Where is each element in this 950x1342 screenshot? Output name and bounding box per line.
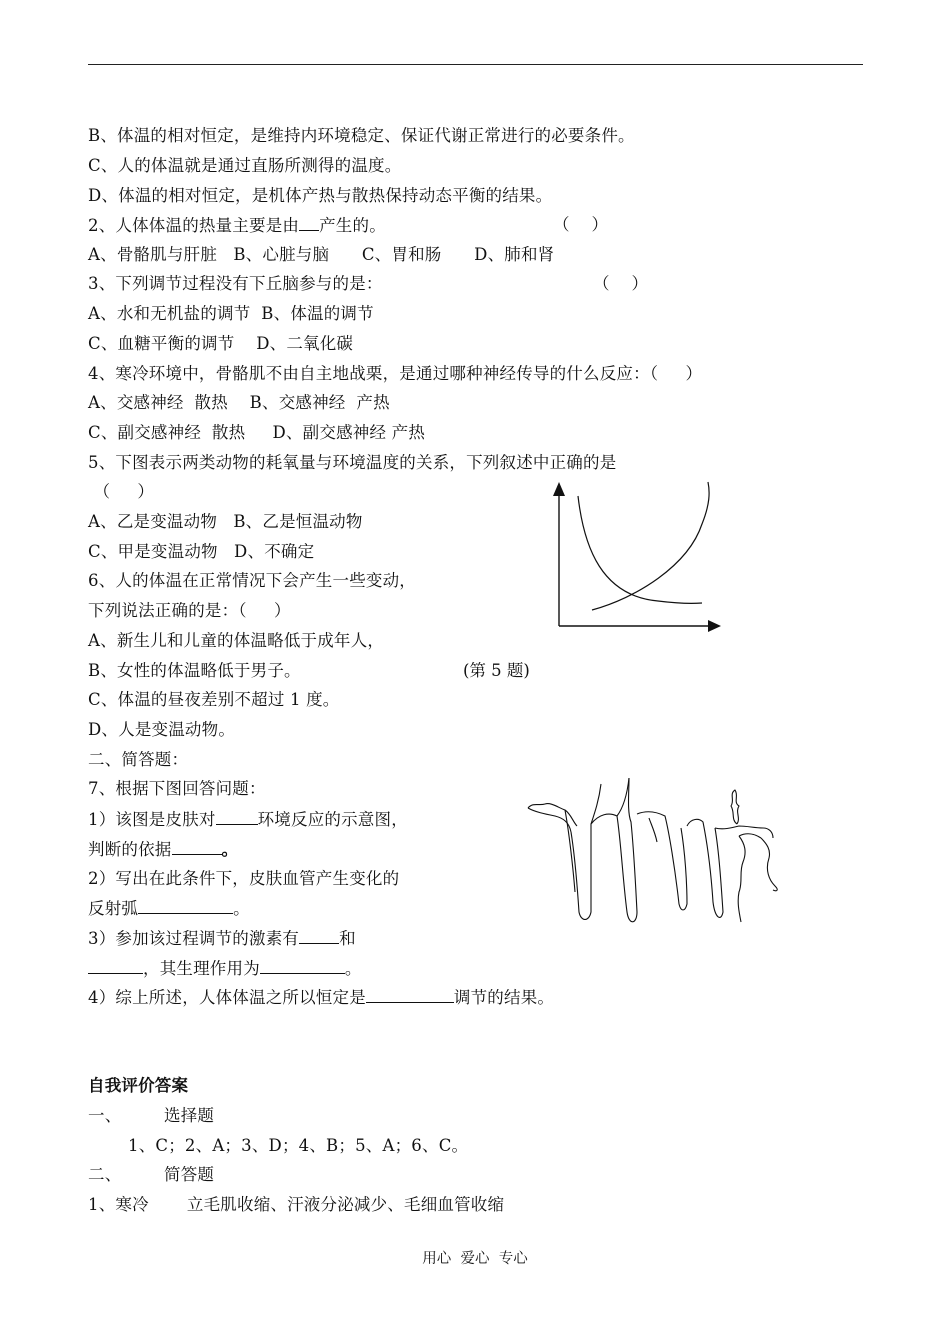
answer-section-1-heading: 选择题 [164,1106,215,1125]
answer-choices: 1、C；2、A；3、D；4、B；5、A；6、C。 [128,1136,469,1155]
hair-follicle-3 [637,812,687,910]
answer-blank[interactable] [299,215,319,231]
answer-blank[interactable] [138,898,233,914]
question-2: 2、人体体温的热量主要是由 产生的。 [88,216,386,235]
answer-blank[interactable] [299,928,339,944]
question-7: 7、根据下图回答问题： [88,779,266,798]
answer-section-1-number: 一、 [88,1106,122,1125]
question-7-reflex-arc: 反射弧 。 [88,899,250,918]
blood-vessel-wavy [731,790,739,824]
question-7-hormone-effect: ，其生理作用为 。 [88,958,362,979]
answer-blank[interactable] [88,958,143,974]
answer-section-2-number: 二、 [88,1165,122,1184]
answer-paren: （ ） [553,215,609,234]
option-c-line: C、人的体温就是通过直肠所测得的温度。 [88,156,402,175]
y-axis-arrow [553,482,565,496]
question-4-options-ab: A、交感神经 散热 B、交感神经 产热 [88,393,390,412]
question-3-options-ab: A、水和无机盐的调节 B、体温的调节 [88,304,374,323]
question-6-option-c: C、体温的昼夜差别不超过 1 度。 [88,690,340,709]
answer-q1: 1、寒冷 立毛肌收缩、汗液分泌减少、毛细血管收缩 [88,1195,505,1214]
page-footer: 用心 爱心 专心 [422,1251,528,1267]
option-d-line: D、体温的相对恒定，是机体产热与散热保持动态平衡的结果。 [88,186,553,205]
figure-5-caption: (第 5 题) [463,661,530,680]
question-5-options-ab: A、乙是变温动物 B、乙是恒温动物 [88,512,363,531]
answer-section-2-heading: 简答题 [164,1165,215,1184]
answer-blank[interactable] [216,809,258,825]
question-6-option-a: A、新生儿和儿童的体温略低于成年人， [88,631,385,650]
answer-paren: （ ） [88,482,155,501]
question-3-options-cd: C、血糖平衡的调节 D、二氧化碳 [88,334,354,353]
answer-paren: （ ） [593,274,649,293]
hair-follicle-1 [571,784,601,920]
option-b-line: B、体温的相对恒定，是维持内环境稳定、保证代谢正常进行的必要条件。 [88,126,635,145]
hair-follicle-4 [687,819,723,917]
question-5: 5、下图表示两类动物的耗氧量与环境温度的关系，下列叙述中正确的是 [88,453,617,472]
answer-blank[interactable] [172,839,222,855]
answer-blank[interactable] [260,958,345,974]
question-4-options-cd: C、副交感神经 散热 D、副交感神经 产热 [88,423,426,442]
question-7-part-1: 1）该图是皮肤对 环境反应的示意图， [88,810,408,829]
question-6-option-b: B、女性的体温略低于男子。 [88,661,301,680]
curve-warm-blooded [578,496,702,603]
section-2-heading: 二、简答题： [88,750,189,769]
question-7-part-4: 4）综上所述，人体体温之所以恒定是 调节的结果。 [88,988,555,1007]
figure-7-skin-diagram [525,772,783,932]
question-7-basis: 判断的依据 。 [88,840,239,859]
header-rule [88,64,863,65]
answer-blank[interactable] [366,987,454,1003]
question-4: 4、寒冷环境中，骨骼肌不由自主地战栗，是通过哪种神经传导的什么反应：（ ） [88,364,703,383]
figure-5-oxygen-temperature-graph [540,478,730,638]
question-6: 6、人的体温在正常情况下会产生一些变动， [88,571,416,590]
answer-key-title: 自我评价答案 [88,1076,189,1095]
question-3: 3、下列调节过程没有下丘脑参与的是： [88,274,383,293]
skin-surface [528,804,577,826]
question-6-option-d: D、人是变温动物。 [88,720,236,739]
question-7-part-2: 2）写出在此条件下，皮肤血管产生变化的 [88,869,400,888]
question-5-options-cd: C、甲是变温动物 D、不确定 [88,542,315,561]
question-7-part-3: 3）参加该过程调节的激素有 和 [88,929,356,948]
question-6-prompt: 下列说法正确的是：（ ） [88,601,291,620]
curve-cold-blooded [592,482,709,610]
question-2-options: A、骨骼肌与肝脏 B、心脏与脑 C、胃和肠 D、肺和肾 [88,245,555,264]
blood-vessel-lower [738,836,745,922]
x-axis-arrow [708,620,721,632]
